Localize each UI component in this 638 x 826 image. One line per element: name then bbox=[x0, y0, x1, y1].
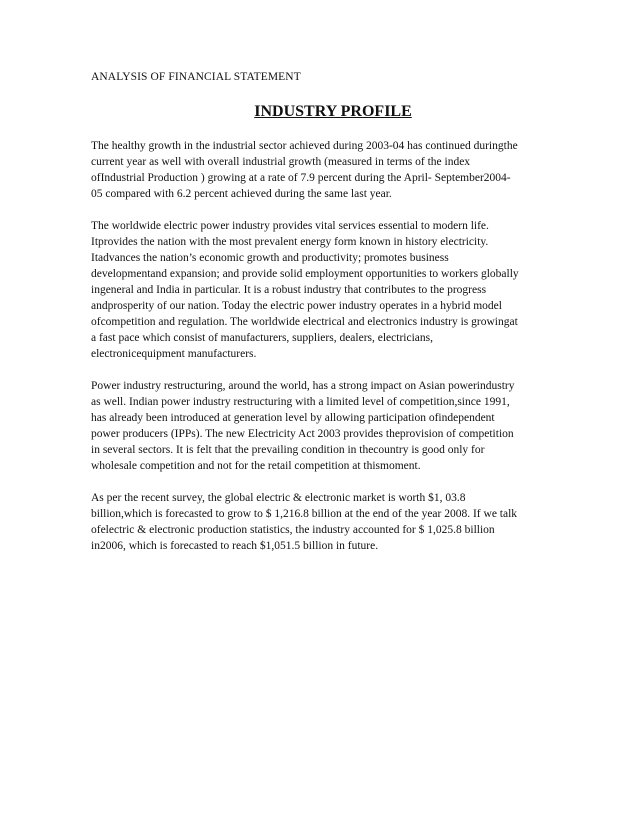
paragraph-restructuring bbox=[91, 378, 571, 474]
text-line: developmentand expansion; and provide solid employment opportunities to workers globally bbox=[91, 268, 519, 280]
paragraph-market-survey bbox=[91, 490, 571, 554]
text-line: ofIndustrial Production ) growing at a rate of 7.9 percent during the April- September2004- bbox=[91, 172, 511, 184]
text-line: The healthy growth in the industrial sector achieved during 2003-04 has continued duringthe bbox=[91, 140, 518, 152]
document-title bbox=[0, 103, 638, 121]
text-line: current year as well with overall industrial growth (measured in terms of the index bbox=[91, 156, 471, 168]
text-line: ingeneral and India in particular. It is a robust industry that contributes to the progress bbox=[91, 284, 487, 296]
text-line: power producers (IPPs). The new Electricity Act 2003 provides theprovision of competition bbox=[91, 428, 514, 440]
text-line: wholesale competition and not for the retail competition at thismoment. bbox=[91, 460, 421, 472]
text-line: The worldwide electric power industry provides vital services essential to modern life. bbox=[91, 220, 489, 232]
text-line: electronicequipment manufacturers. bbox=[91, 348, 257, 360]
text-line: 05 compared with 6.2 percent achieved during the same last year. bbox=[91, 188, 392, 200]
text-line: As per the recent survey, the global electric & electronic market is worth $1, 03.8 bbox=[91, 492, 466, 504]
text-line: Itprovides the nation with the most prevalent energy form known in history electricity. bbox=[91, 236, 489, 248]
document-body bbox=[91, 138, 571, 570]
document-title-text: INDUSTRY PROFILE bbox=[254, 103, 412, 120]
text-line: ofcompetition and regulation. The worldwide electrical and electronics industry is growingat bbox=[91, 316, 518, 328]
text-line: a fast pace which consist of manufacturers, suppliers, dealers, electricians, bbox=[91, 332, 433, 344]
paragraph-power-industry bbox=[91, 218, 571, 362]
text-line: andprosperity of our nation. Today the electric power industry operates in a hybrid model bbox=[91, 300, 502, 312]
text-line: has already been introduced at generation level by allowing participation ofindependent bbox=[91, 412, 495, 424]
text-line: in2006, which is forecasted to reach $1,051.5 billion in future. bbox=[91, 540, 379, 552]
document-header: ANALYSIS OF FINANCIAL STATEMENT bbox=[91, 71, 301, 83]
text-line: billion,which is forecasted to grow to $ 1,216.8 billion at the end of the year 2008. If we talk bbox=[91, 508, 518, 520]
text-line: Itadvances the nation’s economic growth and productivity; promotes business bbox=[91, 252, 449, 264]
text-line: ofelectric & electronic production statistics, the industry accounted for $ 1,025.8 billion bbox=[91, 524, 495, 536]
text-line: as well. Indian power industry restructuring with a limited level of competition,since 1991, bbox=[91, 396, 510, 408]
paragraph-growth bbox=[91, 138, 571, 202]
text-line: Power industry restructuring, around the world, has a strong impact on Asian powerindustry bbox=[91, 380, 515, 392]
text-line: in several sectors. It is felt that the prevailing condition in thecountry is good only for bbox=[91, 444, 485, 456]
